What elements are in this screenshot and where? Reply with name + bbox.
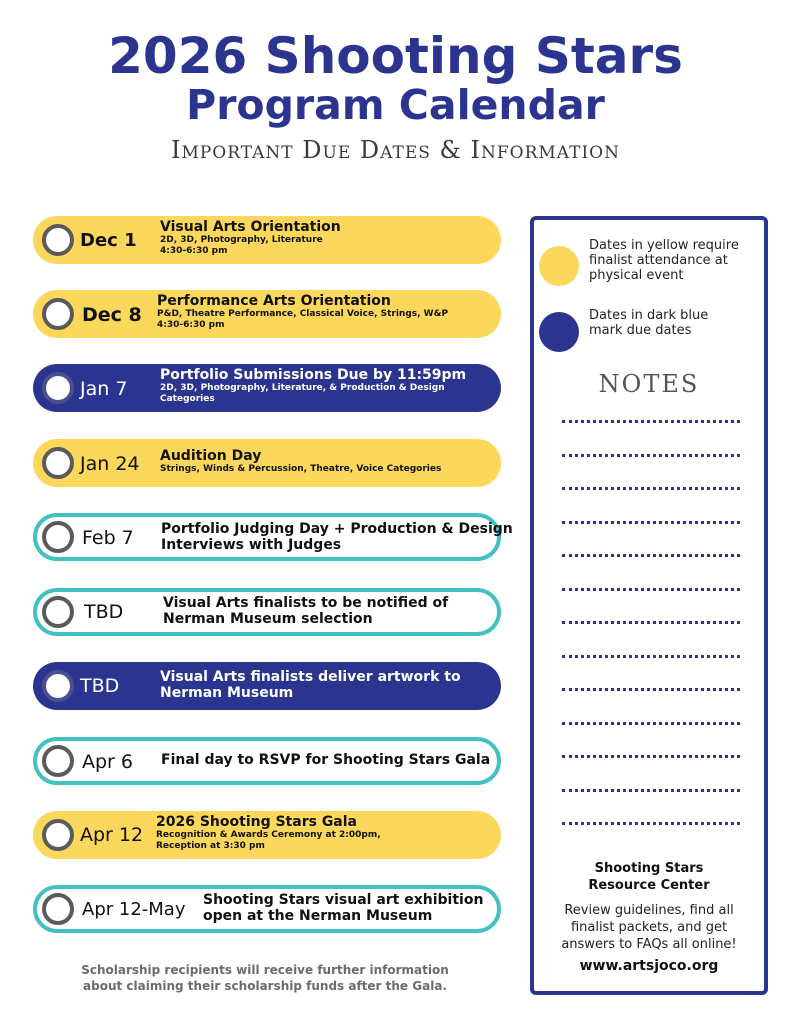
event-row [33,513,513,561]
note-line [562,554,740,557]
note-line [562,588,740,591]
event-subtext: Categories [160,394,215,404]
note-line [562,822,740,825]
notes-title: NOTES [598,370,700,398]
event-text: Interviews with Judges [161,537,342,553]
event-text: Visual Arts finalists to be notified of [163,595,449,611]
legend-line: Dates in yellow require [589,238,739,253]
event-details [157,293,448,331]
resource-center-description [534,902,764,953]
event-title: Visual Arts Orientation [160,219,341,235]
note-line [562,789,740,792]
event-date: TBD [84,601,124,623]
event-details [161,752,490,768]
event-title: Portfolio Submissions Due by 11:59pm [160,367,467,383]
page-title-line-1: 2026 Shooting Stars [108,27,683,85]
event-row [33,216,501,264]
resource-url-link[interactable]: www.artsjoco.org [579,958,719,974]
event-date: Jan 24 [80,453,140,475]
sidebar-panel [530,216,768,995]
event-details [160,367,466,405]
footnote-line: Scholarship recipients will receive further information [81,963,449,977]
checkbox-circle-icon [42,670,74,702]
event-row [33,588,501,636]
event-title: Audition Day [160,448,262,464]
legend-blue-text [589,308,708,338]
event-date: Feb 7 [82,527,134,549]
resource-text-line: answers to FAQs all online! [561,937,737,952]
event-subtext: Recognition & Awards Ceremony at 2:00pm, [156,830,381,840]
note-line [562,420,740,423]
note-line [562,521,740,524]
event-text: Shooting Stars visual art exhibition [203,892,484,908]
event-title: Performance Arts Orientation [157,293,391,309]
checkbox-circle-icon [42,819,74,851]
legend-line: mark due dates [589,323,692,338]
event-text: open at the Nerman Museum [203,908,433,924]
event-subtext: 4:30-6:30 pm [160,246,228,256]
event-date: TBD [80,675,120,697]
note-line [562,688,740,691]
event-subtext: 2D, 3D, Photography, Literature, & Production & Design [160,383,445,393]
event-details [160,669,461,701]
scholarship-footnote [50,962,480,994]
event-subtext: P&D, Theatre Performance, Classical Voice, Strings, W&P [157,309,449,319]
event-details [161,521,513,553]
checkbox-circle-icon [42,521,74,553]
event-date: Apr 6 [82,751,133,773]
legend-line: finalist attendance at [589,253,728,268]
legend-line: Dates in dark blue [589,308,709,323]
event-date: Dec 8 [82,304,142,326]
event-details [160,448,441,475]
event-details [163,595,448,627]
event-row [33,364,501,412]
legend-line: physical event [589,268,684,283]
event-row [33,885,501,933]
event-text: Visual Arts finalists deliver artwork to [160,669,461,685]
event-details [156,814,381,852]
note-line [562,722,740,725]
blue-dot-icon [539,312,579,352]
note-line [562,655,740,658]
event-row [33,811,501,859]
event-date: Apr 12 [80,824,144,846]
event-date: Apr 12-May [82,899,186,920]
event-subtext: 2D, 3D, Photography, Literature [160,235,323,245]
note-line [562,621,740,624]
legend-yellow-text [589,238,739,283]
yellow-dot-icon [539,246,579,286]
event-details [160,219,341,257]
event-row [33,662,501,710]
event-subtext: Reception at 3:30 pm [156,841,265,851]
event-row [33,439,501,487]
event-subtext: 4:30-6:30 pm [157,320,225,330]
resource-center-title [534,860,764,894]
event-text: Nerman Museum selection [163,611,373,627]
event-text: Final day to RSVP for Shooting Stars Gala [161,752,491,768]
event-details [203,892,483,924]
event-date: Jan 7 [80,378,128,400]
note-line [562,487,740,490]
footnote-line: about claiming their scholarship funds after the Gala. [83,979,447,993]
event-text: Nerman Museum [160,685,294,701]
page-subtitle: Important Due Dates & Information [170,136,620,164]
note-line [562,755,740,758]
checkbox-circle-icon [42,596,74,628]
checkbox-circle-icon [42,893,74,925]
event-row [33,290,501,338]
resource-text-line: Review guidelines, find all [564,903,734,918]
event-date: Dec 1 [80,230,137,251]
note-line [562,454,740,457]
checkbox-circle-icon [42,447,74,479]
event-text: Portfolio Judging Day + Production & Design [161,521,513,537]
checkbox-circle-icon [42,745,74,777]
event-subtext: Strings, Winds & Percussion, Theatre, Voice Categories [160,464,442,474]
checkbox-circle-icon [42,224,74,256]
checkbox-circle-icon [42,372,74,404]
resource-title-line: Shooting Stars [594,861,704,876]
checkbox-circle-icon [42,298,74,330]
resource-title-line: Resource Center [588,878,710,893]
event-title: 2026 Shooting Stars Gala [156,814,357,830]
event-row [33,737,501,785]
resource-text-line: finalist packets, and get [570,920,728,935]
page-title-line-2: Program Calendar [186,81,605,129]
